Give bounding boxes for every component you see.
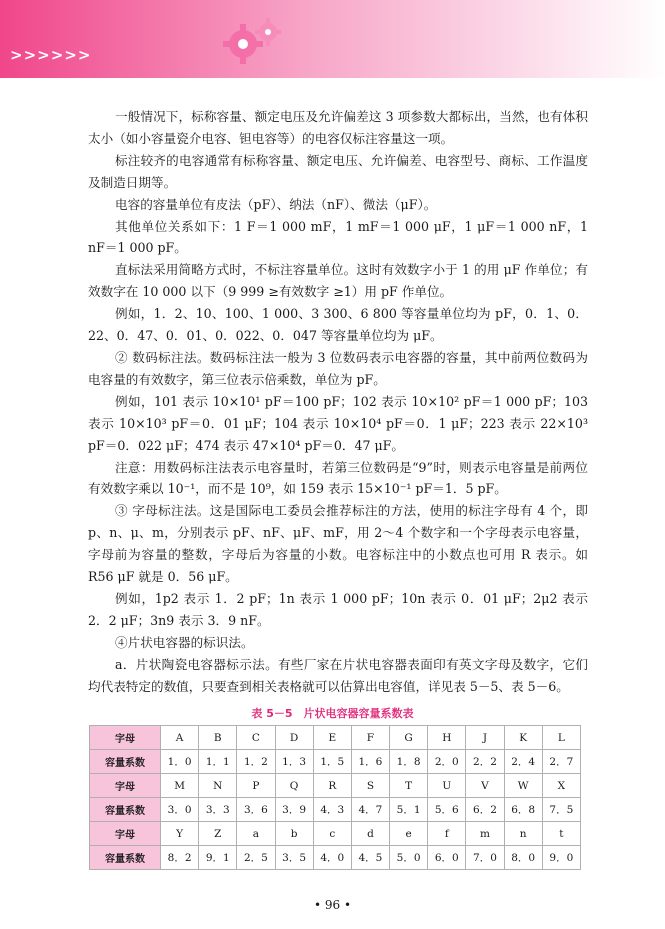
paragraph: ③ 字母标注法。这是国际电工委员会推荐标注的方法，使用的标注字母有 4 个，即 p、n、μ、m，分别表示 pF、nF、μF、mF，用 2～4 个数字和一个字母表示电容量，字母前为容量的整数，字母后为容量的小数。电容标注中的小数点也可用 R 表示。如 R56 μF 就是 0．56 μF。 bbox=[88, 503, 588, 585]
paragraph: 直标法采用简略方式时，不标注容量单位。这时有效数字小于 1 的用 μF 作单位；有效数字在 10 000 以下（9 999 ≥有效数字 ≥1）用 pF 作单位。 bbox=[88, 262, 588, 300]
paragraph: 标注较齐的电容通常有标称容量、额定电压、允许偏差、电容型号、商标、工作温度及制造日期等。 bbox=[88, 152, 588, 190]
row-header-value: 容量系数 bbox=[90, 750, 161, 774]
letter-cell: Q bbox=[275, 774, 313, 798]
letter-cell: G bbox=[390, 726, 428, 750]
letter-cell: V bbox=[466, 774, 504, 798]
capacitance-coefficient-table bbox=[89, 725, 581, 870]
value-cell: 1．2 bbox=[237, 750, 275, 774]
letter-cell: J bbox=[466, 726, 504, 750]
value-cell: 3．6 bbox=[237, 798, 275, 822]
value-cell: 3．9 bbox=[275, 798, 313, 822]
letter-cell: c bbox=[313, 822, 351, 846]
paragraph: 注意：用数码标注法表示电容量时，若第三位数码是“9”时，则表示电容量是前两位有效数字乘以 10⁻¹，而不是 10⁹，如 159 表示 15×10⁻¹ pF＝1．5 pF。 bbox=[88, 459, 588, 497]
row-header-letter: 字母 bbox=[90, 822, 161, 846]
paragraph: a．片状陶瓷电容器标示法。有些厂家在片状电容器表面印有英文字母及数字，它们均代表特定的数值，只要查到相关表格就可以估算出电容值，详见表 5－5、表 5－6。 bbox=[88, 656, 588, 694]
value-cell: 4．7 bbox=[351, 798, 389, 822]
letter-row bbox=[90, 726, 581, 750]
letter-cell: D bbox=[275, 726, 313, 750]
value-cell: 6．2 bbox=[466, 798, 504, 822]
letter-cell: A bbox=[161, 726, 199, 750]
value-cell: 3．0 bbox=[161, 798, 199, 822]
value-cell: 3．5 bbox=[275, 846, 313, 870]
paragraph: ④片状电容器的标识法。 bbox=[115, 634, 254, 650]
header-banner bbox=[0, 0, 665, 78]
letter-cell: X bbox=[542, 774, 580, 798]
value-cell: 1．6 bbox=[351, 750, 389, 774]
letter-cell: M bbox=[161, 774, 199, 798]
letter-cell: T bbox=[390, 774, 428, 798]
value-cell: 5．1 bbox=[390, 798, 428, 822]
value-cell: 4．5 bbox=[351, 846, 389, 870]
letter-cell: n bbox=[504, 822, 542, 846]
value-cell: 1．0 bbox=[161, 750, 199, 774]
value-cell: 4．3 bbox=[313, 798, 351, 822]
value-row bbox=[90, 846, 581, 870]
value-cell: 5．0 bbox=[390, 846, 428, 870]
row-header-letter: 字母 bbox=[90, 774, 161, 798]
letter-cell: Y bbox=[161, 822, 199, 846]
letter-cell: F bbox=[351, 726, 389, 750]
value-cell: 1．3 bbox=[275, 750, 313, 774]
letter-cell: Z bbox=[199, 822, 237, 846]
letter-cell: C bbox=[237, 726, 275, 750]
page-number: • 96 • bbox=[313, 898, 352, 912]
letter-row bbox=[90, 774, 581, 798]
letter-cell: f bbox=[428, 822, 466, 846]
value-cell: 8．2 bbox=[161, 846, 199, 870]
body-text bbox=[88, 106, 588, 697]
paragraph: 一般情况下，标称容量、额定电压及允许偏差这 3 项参数大都标出，当然，也有体积太小（如小容量瓷介电容、钽电容等）的电容仅标注容量这一项。 bbox=[88, 109, 588, 146]
paragraph: 例如，1．2、10、100、1 000、3 300、6 800 等容量单位均为 pF，0．1、0．22、0．47、0．01、0．022、0．047 等容量单位均为 μF。 bbox=[88, 306, 588, 344]
value-cell: 1．1 bbox=[199, 750, 237, 774]
letter-cell: a bbox=[237, 822, 275, 846]
gear-icon bbox=[218, 12, 288, 72]
paragraph: ② 数码标注法。数码标注法一般为 3 位数码表示电容器的容量，其中前两位数码为电容量的有效数字，第三位表示倍乘数，单位为 pF。 bbox=[88, 349, 588, 387]
value-cell: 5．6 bbox=[428, 798, 466, 822]
letter-cell: e bbox=[390, 822, 428, 846]
header-chevrons: >>>>>> bbox=[10, 46, 92, 64]
value-cell: 8．0 bbox=[504, 846, 542, 870]
value-cell: 2．4 bbox=[504, 750, 542, 774]
value-cell: 2．0 bbox=[428, 750, 466, 774]
letter-cell: K bbox=[504, 726, 542, 750]
letter-cell: W bbox=[504, 774, 542, 798]
letter-cell: d bbox=[351, 822, 389, 846]
row-header-letter: 字母 bbox=[90, 726, 161, 750]
value-cell: 9．1 bbox=[199, 846, 237, 870]
paragraph: 其他单位关系如下：1 F＝1 000 mF，1 mF＝1 000 μF，1 μF＝1 000 nF，1 nF＝1 000 pF。 bbox=[88, 218, 588, 256]
letter-cell: S bbox=[351, 774, 389, 798]
value-cell: 2．7 bbox=[542, 750, 580, 774]
letter-cell: m bbox=[466, 822, 504, 846]
letter-cell: E bbox=[313, 726, 351, 750]
letter-cell: L bbox=[542, 726, 580, 750]
table-caption: 表 5－5 片状电容器容量系数表 bbox=[251, 707, 414, 720]
letter-cell: H bbox=[428, 726, 466, 750]
value-cell: 1．8 bbox=[390, 750, 428, 774]
value-cell: 7．0 bbox=[466, 846, 504, 870]
row-header-value: 容量系数 bbox=[90, 798, 161, 822]
row-header-value: 容量系数 bbox=[90, 846, 161, 870]
letter-cell: N bbox=[199, 774, 237, 798]
letter-cell: U bbox=[428, 774, 466, 798]
paragraph: 例如，101 表示 10×10¹ pF＝100 pF；102 表示 10×10² pF＝1 000 pF；103 表示 10×10³ pF＝0．01 μF；104 表示 10×10⁴ pF＝0．1 μF；223 表示 22×10³ pF＝0．022 μF；474 表示 47×10⁴ pF＝0．47 μF。 bbox=[88, 393, 588, 453]
value-cell: 2．2 bbox=[466, 750, 504, 774]
letter-cell: b bbox=[275, 822, 313, 846]
letter-cell: P bbox=[237, 774, 275, 798]
value-row bbox=[90, 750, 581, 774]
letter-cell: t bbox=[542, 822, 580, 846]
paragraph: 例如，1p2 表示 1．2 pF；1n 表示 1 000 pF；10n 表示 0．01 μF；2μ2 表示 2．2 μF；3n9 表示 3．9 nF。 bbox=[88, 590, 588, 628]
paragraph: 电容的容量单位有皮法（pF）、纳法（nF）、微法（μF）。 bbox=[115, 196, 437, 212]
value-cell: 6．0 bbox=[428, 846, 466, 870]
letter-cell: B bbox=[199, 726, 237, 750]
value-cell: 4．0 bbox=[313, 846, 351, 870]
letter-row bbox=[90, 822, 581, 846]
value-cell: 9．0 bbox=[542, 846, 580, 870]
value-cell: 7．5 bbox=[542, 798, 580, 822]
value-cell: 6．8 bbox=[504, 798, 542, 822]
letter-cell: R bbox=[313, 774, 351, 798]
value-cell: 2．5 bbox=[237, 846, 275, 870]
value-row bbox=[90, 798, 581, 822]
value-cell: 3．3 bbox=[199, 798, 237, 822]
value-cell: 1．5 bbox=[313, 750, 351, 774]
